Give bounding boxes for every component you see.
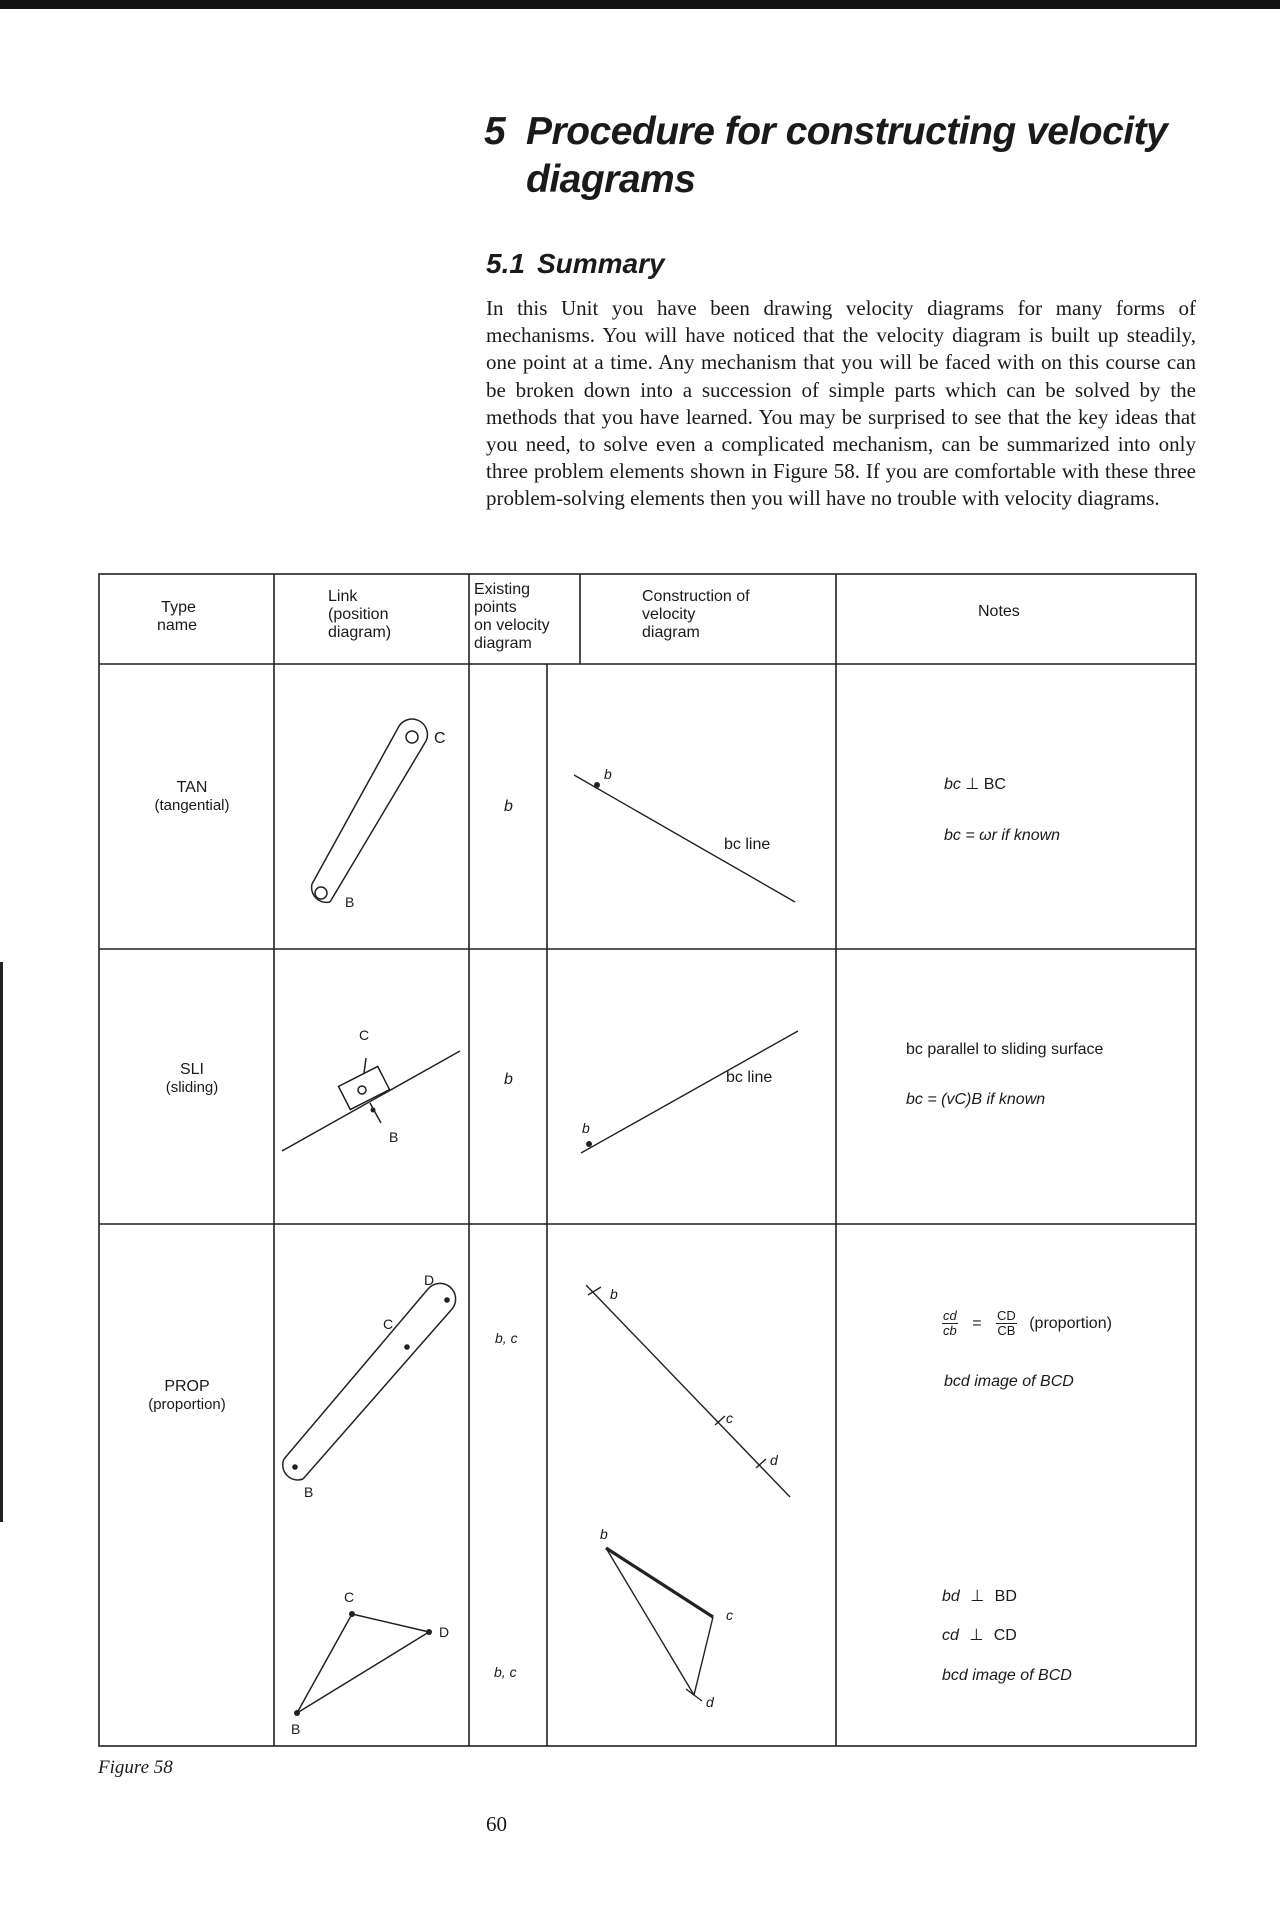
section-heading [484, 108, 1204, 204]
prop-construction-label-d: d [770, 1452, 778, 1468]
header-existing-line3: on velocity [474, 617, 550, 634]
summary-paragraph: In this Unit you have been drawing velocity diagrams for many forms of mechanisms. You will have noticed that the velocity diagram is built up steadily, one point at a time. Any mechanism that you will be faced with on this course can be broken down into a succession of simple parts which can be solved by the methods that you have learned. You may be surprised to see that the key ideas that you need, to solve even a complicated mechanism, can be summarized into only three problem elements shown in Figure 58. If you are comfortable with these three problem-solving elements then you will have no trouble with velocity diagrams. [486, 296, 1196, 511]
header-type [157, 599, 198, 635]
tan-note-perpendicular [944, 776, 1006, 794]
tri-note-cd-perp [942, 1627, 1017, 1645]
section-title-line2: diagrams [526, 158, 696, 201]
header-existing-line4: diagram [474, 635, 532, 652]
header-link-line3: diagram) [328, 624, 392, 641]
header-type-line1: Type [161, 599, 196, 616]
frac-CB: CB [997, 1323, 1016, 1338]
sli-link-drawing [282, 1051, 460, 1151]
subsection-number: 5.1 [486, 248, 525, 279]
header-existing [474, 581, 550, 653]
sli-link-pin-b [371, 1108, 376, 1113]
frac-cd: cd [943, 1308, 957, 1323]
prop-note-proportion [942, 1309, 1112, 1338]
frac-CD: CD [996, 1308, 1016, 1323]
tan-existing-b: b [504, 798, 513, 815]
section-number: 5 [484, 110, 506, 153]
figure-58-table [98, 573, 1198, 1748]
prop-link-pin-d [444, 1297, 450, 1303]
sli-link-label-c: C [359, 1027, 370, 1043]
frac-cb: cb [943, 1323, 957, 1338]
row-tan-type-sub: (tangential) [154, 797, 230, 814]
tan-link-label-b: B [345, 894, 355, 910]
tri-link-pin-c [349, 1611, 355, 1617]
tri-construction-label-b: b [600, 1526, 608, 1542]
equals-sign: = [972, 1314, 982, 1332]
tri-existing-bc: b, c [494, 1664, 517, 1680]
header-construction-line2: velocity [642, 606, 696, 623]
prop-triangle-link-drawing [297, 1614, 429, 1713]
row-sli-type [142, 1061, 242, 1097]
row-prop-type-sub: (proportion) [148, 1396, 226, 1413]
prop-link-label-c: C [383, 1316, 394, 1332]
row-sli-type-sub: (sliding) [165, 1079, 219, 1096]
header-construction [642, 588, 750, 642]
figure-caption: Figure 58 [98, 1757, 173, 1778]
header-link-line1: Link [328, 588, 358, 605]
perpendicular-symbol-icon: ⊥ [965, 776, 980, 793]
perpendicular-symbol-icon: ⊥ [969, 1627, 984, 1644]
prop-fraction-upper [996, 1309, 1017, 1338]
prop-note-image: bcd image of BCD [944, 1373, 1074, 1390]
row-prop-type [132, 1378, 242, 1414]
header-construction-line1: Construction of [642, 588, 750, 605]
header-type-line2: name [157, 617, 198, 634]
prop-link-pin-b [292, 1464, 298, 1470]
top-scan-border [0, 0, 1280, 9]
tri-note-bd-perp [942, 1588, 1017, 1606]
header-construction-line3: diagram [642, 624, 700, 641]
table-drawing [98, 573, 1198, 1748]
sli-link-label-b: B [389, 1129, 399, 1145]
subsection-title: Summary [536, 248, 665, 279]
header-notes: Notes [978, 603, 1020, 620]
header-link [328, 588, 391, 642]
tan-note-bc: bc [944, 776, 961, 793]
row-tan-type-name: TAN [176, 779, 208, 796]
sli-existing-b: b [504, 1071, 513, 1088]
page-number: 60 [486, 1812, 507, 1836]
sli-construction-drawing [581, 1031, 798, 1153]
table-border [99, 574, 1196, 1746]
sli-construction-label-b: b [582, 1120, 590, 1136]
header-link-line2: (position [328, 606, 389, 623]
tri-construction-label-d: d [706, 1694, 714, 1710]
prop-existing-bc: b, c [495, 1330, 518, 1346]
prop-triangle-construction-drawing [606, 1548, 713, 1701]
prop-link-label-d: D [424, 1272, 435, 1288]
prop-link-drawing [283, 1283, 456, 1480]
header-existing-line1: Existing [474, 581, 531, 598]
tan-note-BC: BC [983, 776, 1006, 793]
tri-link-pin-b [294, 1710, 300, 1716]
tan-note-omega-r: bc = ωr if known [944, 827, 1061, 844]
sli-note-velocity: bc = (vC)B if known [906, 1091, 1046, 1108]
prop-construction-label-b: b [610, 1286, 618, 1302]
tri-note-cd: cd [942, 1627, 959, 1644]
tri-link-label-b: B [291, 1721, 301, 1737]
tri-link-label-c: C [344, 1589, 355, 1605]
tan-construction-label-line: bc line [724, 836, 771, 853]
tri-link-pin-d [426, 1629, 432, 1635]
prop-link-pin-c [404, 1344, 410, 1350]
prop-note-proportion-label: (proportion) [1029, 1314, 1112, 1332]
tri-note-bd: bd [942, 1588, 960, 1605]
perpendicular-symbol-icon: ⊥ [970, 1588, 985, 1605]
prop-construction-label-c: c [726, 1410, 733, 1426]
tri-construction-label-c: c [726, 1607, 733, 1623]
left-scan-edge [0, 962, 3, 1522]
tan-link-drawing [312, 719, 428, 902]
tri-note-CD: CD [993, 1627, 1017, 1644]
row-tan-type [142, 779, 242, 815]
tan-link-label-c: C [434, 730, 446, 747]
header-existing-line2: points [474, 599, 517, 616]
section-title-line1: Procedure for constructing velocity [526, 110, 1168, 153]
sli-construction-label-line: bc line [726, 1069, 773, 1086]
tri-link-label-d: D [439, 1624, 450, 1640]
tri-note-image: bcd image of BCD [942, 1667, 1072, 1684]
prop-construction-drawing [586, 1285, 790, 1497]
row-sli-type-name: SLI [179, 1061, 204, 1078]
prop-fraction-lower [942, 1309, 958, 1338]
subsection-heading [486, 248, 665, 280]
row-prop-type-name: PROP [164, 1378, 210, 1395]
sli-note-parallel: bc parallel to sliding surface [906, 1041, 1104, 1058]
tri-note-BD: BD [994, 1588, 1017, 1605]
tan-construction-label-b: b [604, 766, 612, 782]
prop-link-label-b: B [304, 1484, 314, 1500]
